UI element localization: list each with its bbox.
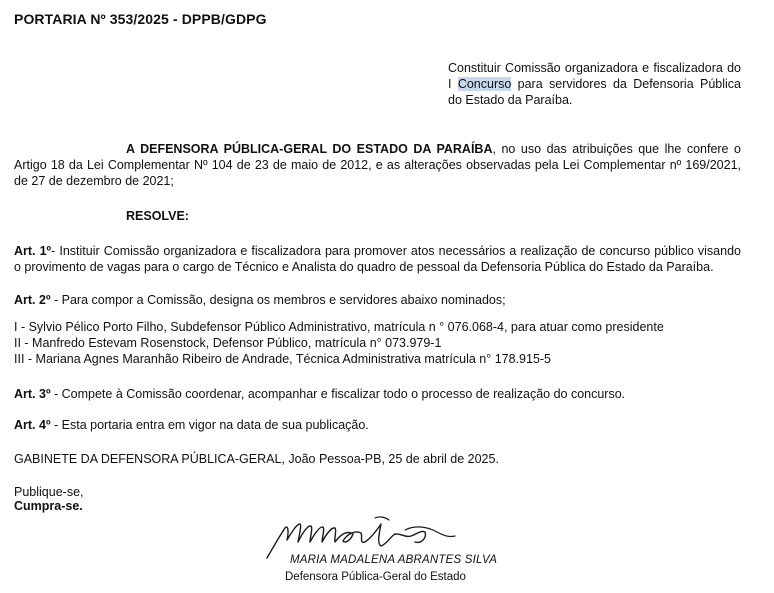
publique-line: Publique-se,	[14, 485, 84, 499]
resolve-heading: RESOLVE:	[126, 209, 189, 223]
member-item: I - Sylvio Pélico Porto Filho, Subdefensor Público Administrativo, matrícula n ° 076.068-4, para atuar como presidente	[14, 320, 664, 334]
article-4-label: Art. 4º	[14, 418, 51, 432]
article-1-text: - Instituir Comissão organizadora e fiscalizadora para promover atos necessários a realização de concurso público visando o provimento de vagas para o cargo de Técnico e Analista do quadro de pessoal da Defensoria Pública do Estado da Paraíba.	[14, 244, 741, 274]
article-1-label: Art. 1º	[14, 244, 52, 258]
closing-line: GABINETE DA DEFENSORA PÚBLICA-GERAL, João Pessoa-PB, 25 de abril de 2025.	[14, 452, 499, 466]
signer-role: Defensora Pública-Geral do Estado	[285, 571, 466, 583]
ementa-text-after: para servidores da Defensoria Pública do Estado da Paraíba.	[448, 77, 741, 107]
cumpra-line: Cumpra-se.	[14, 499, 83, 513]
article-4-text: - Esta portaria entra em vigor na data de sua publicação.	[50, 418, 369, 432]
article-3-label: Art. 3º	[14, 387, 51, 401]
article-1	[14, 243, 741, 275]
ementa-highlighted-word[interactable]: Concurso	[457, 77, 512, 91]
article-3	[14, 386, 625, 402]
article-2-text: - Para compor a Comissão, designa os membros e servidores abaixo nominados;	[50, 293, 506, 307]
article-3-text: - Compete à Comissão coordenar, acompanhar e fiscalizar todo o processo de realização do concurso.	[50, 387, 626, 401]
document-title: PORTARIA Nº 353/2025 - DPPB/GDPG	[14, 11, 267, 27]
handwritten-signature	[255, 500, 475, 560]
member-item: III - Mariana Agnes Maranhão Ribeiro de Andrade, Técnica Administrativa matrícula n° 178.915-5	[14, 352, 552, 366]
ementa-text-before: Constituir Comissão organizadora e fiscalizadora do I	[448, 61, 741, 91]
preamble-paragraph	[14, 141, 741, 189]
preamble-text: , no uso das atribuições que lhe confere o Artigo 18 da Lei Complementar Nº 104 de 23 de maio de 2012, e as alterações observadas pela Lei Complementar nº 169/2021, de 27 de dezembro de 2021;	[14, 142, 741, 188]
ementa-paragraph	[448, 60, 741, 108]
signer-name: MARIA MADALENA ABRANTES SILVA	[290, 554, 498, 566]
preamble-authority: A DEFENSORA PÚBLICA-GERAL DO ESTADO DA PARAÍBA	[126, 142, 493, 156]
article-2	[14, 292, 506, 308]
member-list	[14, 319, 741, 367]
article-4	[14, 417, 369, 433]
article-2-label: Art. 2º	[14, 293, 51, 307]
member-item: II - Manfredo Estevam Rosenstock, Defensor Público, matrícula n° 073.979-1	[14, 336, 442, 350]
